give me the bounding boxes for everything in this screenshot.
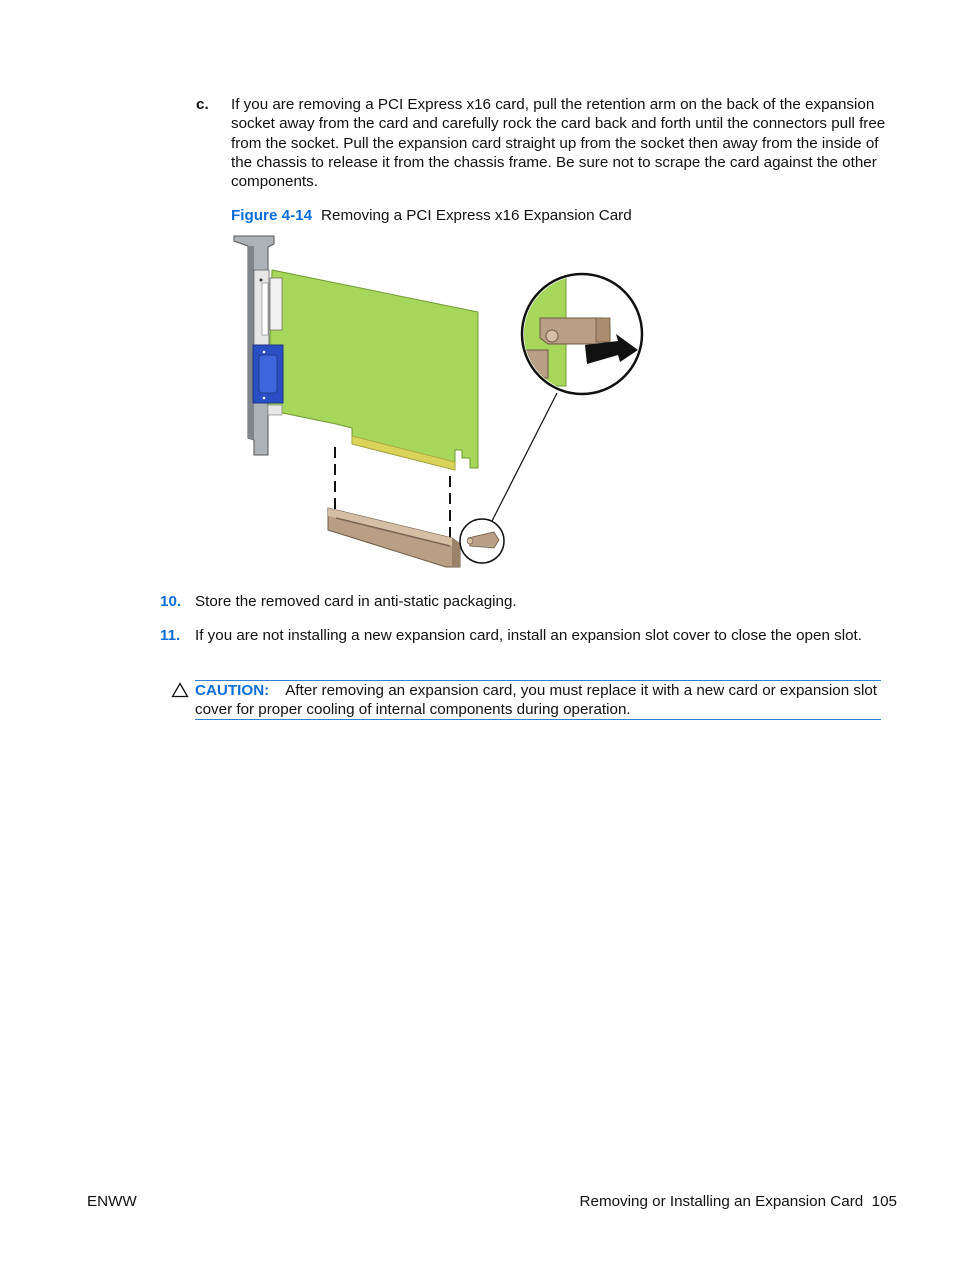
- step-number: 10.: [160, 593, 182, 610]
- step-number: 11.: [160, 627, 181, 644]
- expansion-card: [253, 270, 478, 470]
- expansion-card-removal-illustration: [222, 230, 652, 572]
- caution-label: CAUTION:: [195, 682, 270, 699]
- caution-text-block: [195, 681, 881, 720]
- pcie-x16-slot: [328, 508, 460, 567]
- step-text: If you are not installing a new expansion card, install an expansion slot cover to close the open slot.: [195, 627, 862, 644]
- step-text: Store the removed card in anti-static packaging.: [195, 593, 517, 610]
- caution-box: [195, 680, 881, 720]
- figure-caption: [231, 206, 632, 225]
- figure-number: Figure 4-14: [231, 207, 313, 224]
- step-c-text: If you are removing a PCI Express x16 card, pull the retention arm on the back of the expansion socket away from the card and carefully rock the card back and forth until the connectors pull free from the socket. Pull the expansion card straight up from the socket then away from the inside of the chassis to release it from the chassis frame. Be sure not to scrape the card against the other components.: [231, 96, 886, 191]
- caution-icon: [171, 682, 189, 698]
- page-number: 105: [871, 1193, 897, 1210]
- figure-title: Removing a PCI Express x16 Expansion Card: [321, 207, 632, 224]
- caution-text: After removing an expansion card, you must replace it with a new card or expansion slot cover for proper cooling of internal components during operation.: [195, 682, 878, 719]
- step-c-label: c.: [196, 96, 209, 113]
- footer-section-title: Removing or Installing an Expansion Card: [579, 1193, 864, 1210]
- footer-right: [580, 1192, 897, 1211]
- magnified-detail: [522, 274, 642, 394]
- footer-left: ENWW: [87, 1193, 137, 1210]
